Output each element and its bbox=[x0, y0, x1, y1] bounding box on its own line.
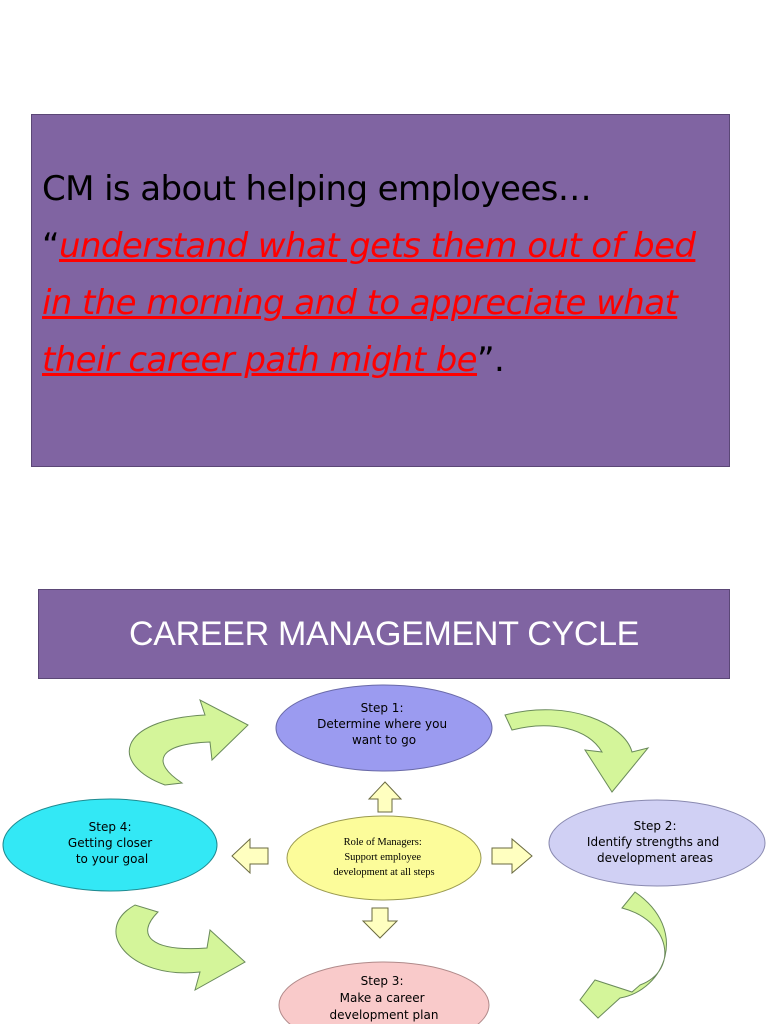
center-line-1: Role of Managers: bbox=[343, 837, 422, 848]
quote-open-mark: “ bbox=[42, 226, 60, 266]
step-1-line-2: Determine where you bbox=[317, 717, 448, 731]
step-4-line-3: to your goal bbox=[75, 852, 149, 866]
center-line-3: development at all steps bbox=[333, 867, 435, 878]
center-line-2: Support employee bbox=[344, 852, 422, 863]
curved-arrow-bottom-right bbox=[580, 892, 666, 1018]
arrow-down bbox=[363, 908, 397, 938]
career-cycle-diagram bbox=[0, 680, 768, 1024]
quote-box bbox=[31, 114, 730, 467]
center-label bbox=[333, 837, 434, 878]
curved-arrow-top-left bbox=[129, 700, 248, 785]
arrow-up bbox=[369, 782, 401, 812]
section-title bbox=[38, 589, 730, 679]
step-1-line-1: Step 1: bbox=[360, 701, 404, 715]
curved-arrow-bottom-left bbox=[116, 905, 245, 990]
curved-arrow-top-right bbox=[505, 710, 648, 792]
section-title-text: CAREER MANAGEMENT CYCLE bbox=[128, 614, 640, 653]
step-2-line-1: Step 2: bbox=[633, 819, 677, 833]
quote-close-mark: ”. bbox=[477, 340, 505, 380]
step-3-line-3: development plan bbox=[329, 1008, 439, 1022]
step-4-line-2: Getting closer bbox=[67, 836, 153, 850]
arrow-left bbox=[232, 839, 268, 873]
step-2-line-2: Identify strengths and bbox=[586, 835, 720, 849]
quote-lead: CM is about helping employees… bbox=[42, 169, 592, 209]
quote-emphasis: understand what gets them out of bed in the morning and to appreciate what their career path might be bbox=[42, 226, 696, 380]
step-4-line-1: Step 4: bbox=[88, 820, 132, 834]
arrow-right bbox=[492, 839, 532, 873]
step-1-line-3: want to go bbox=[351, 733, 417, 747]
step-3-line-1: Step 3: bbox=[360, 974, 404, 988]
step-2-line-3: development areas bbox=[597, 851, 713, 865]
step-3-line-2: Make a career bbox=[339, 991, 425, 1005]
